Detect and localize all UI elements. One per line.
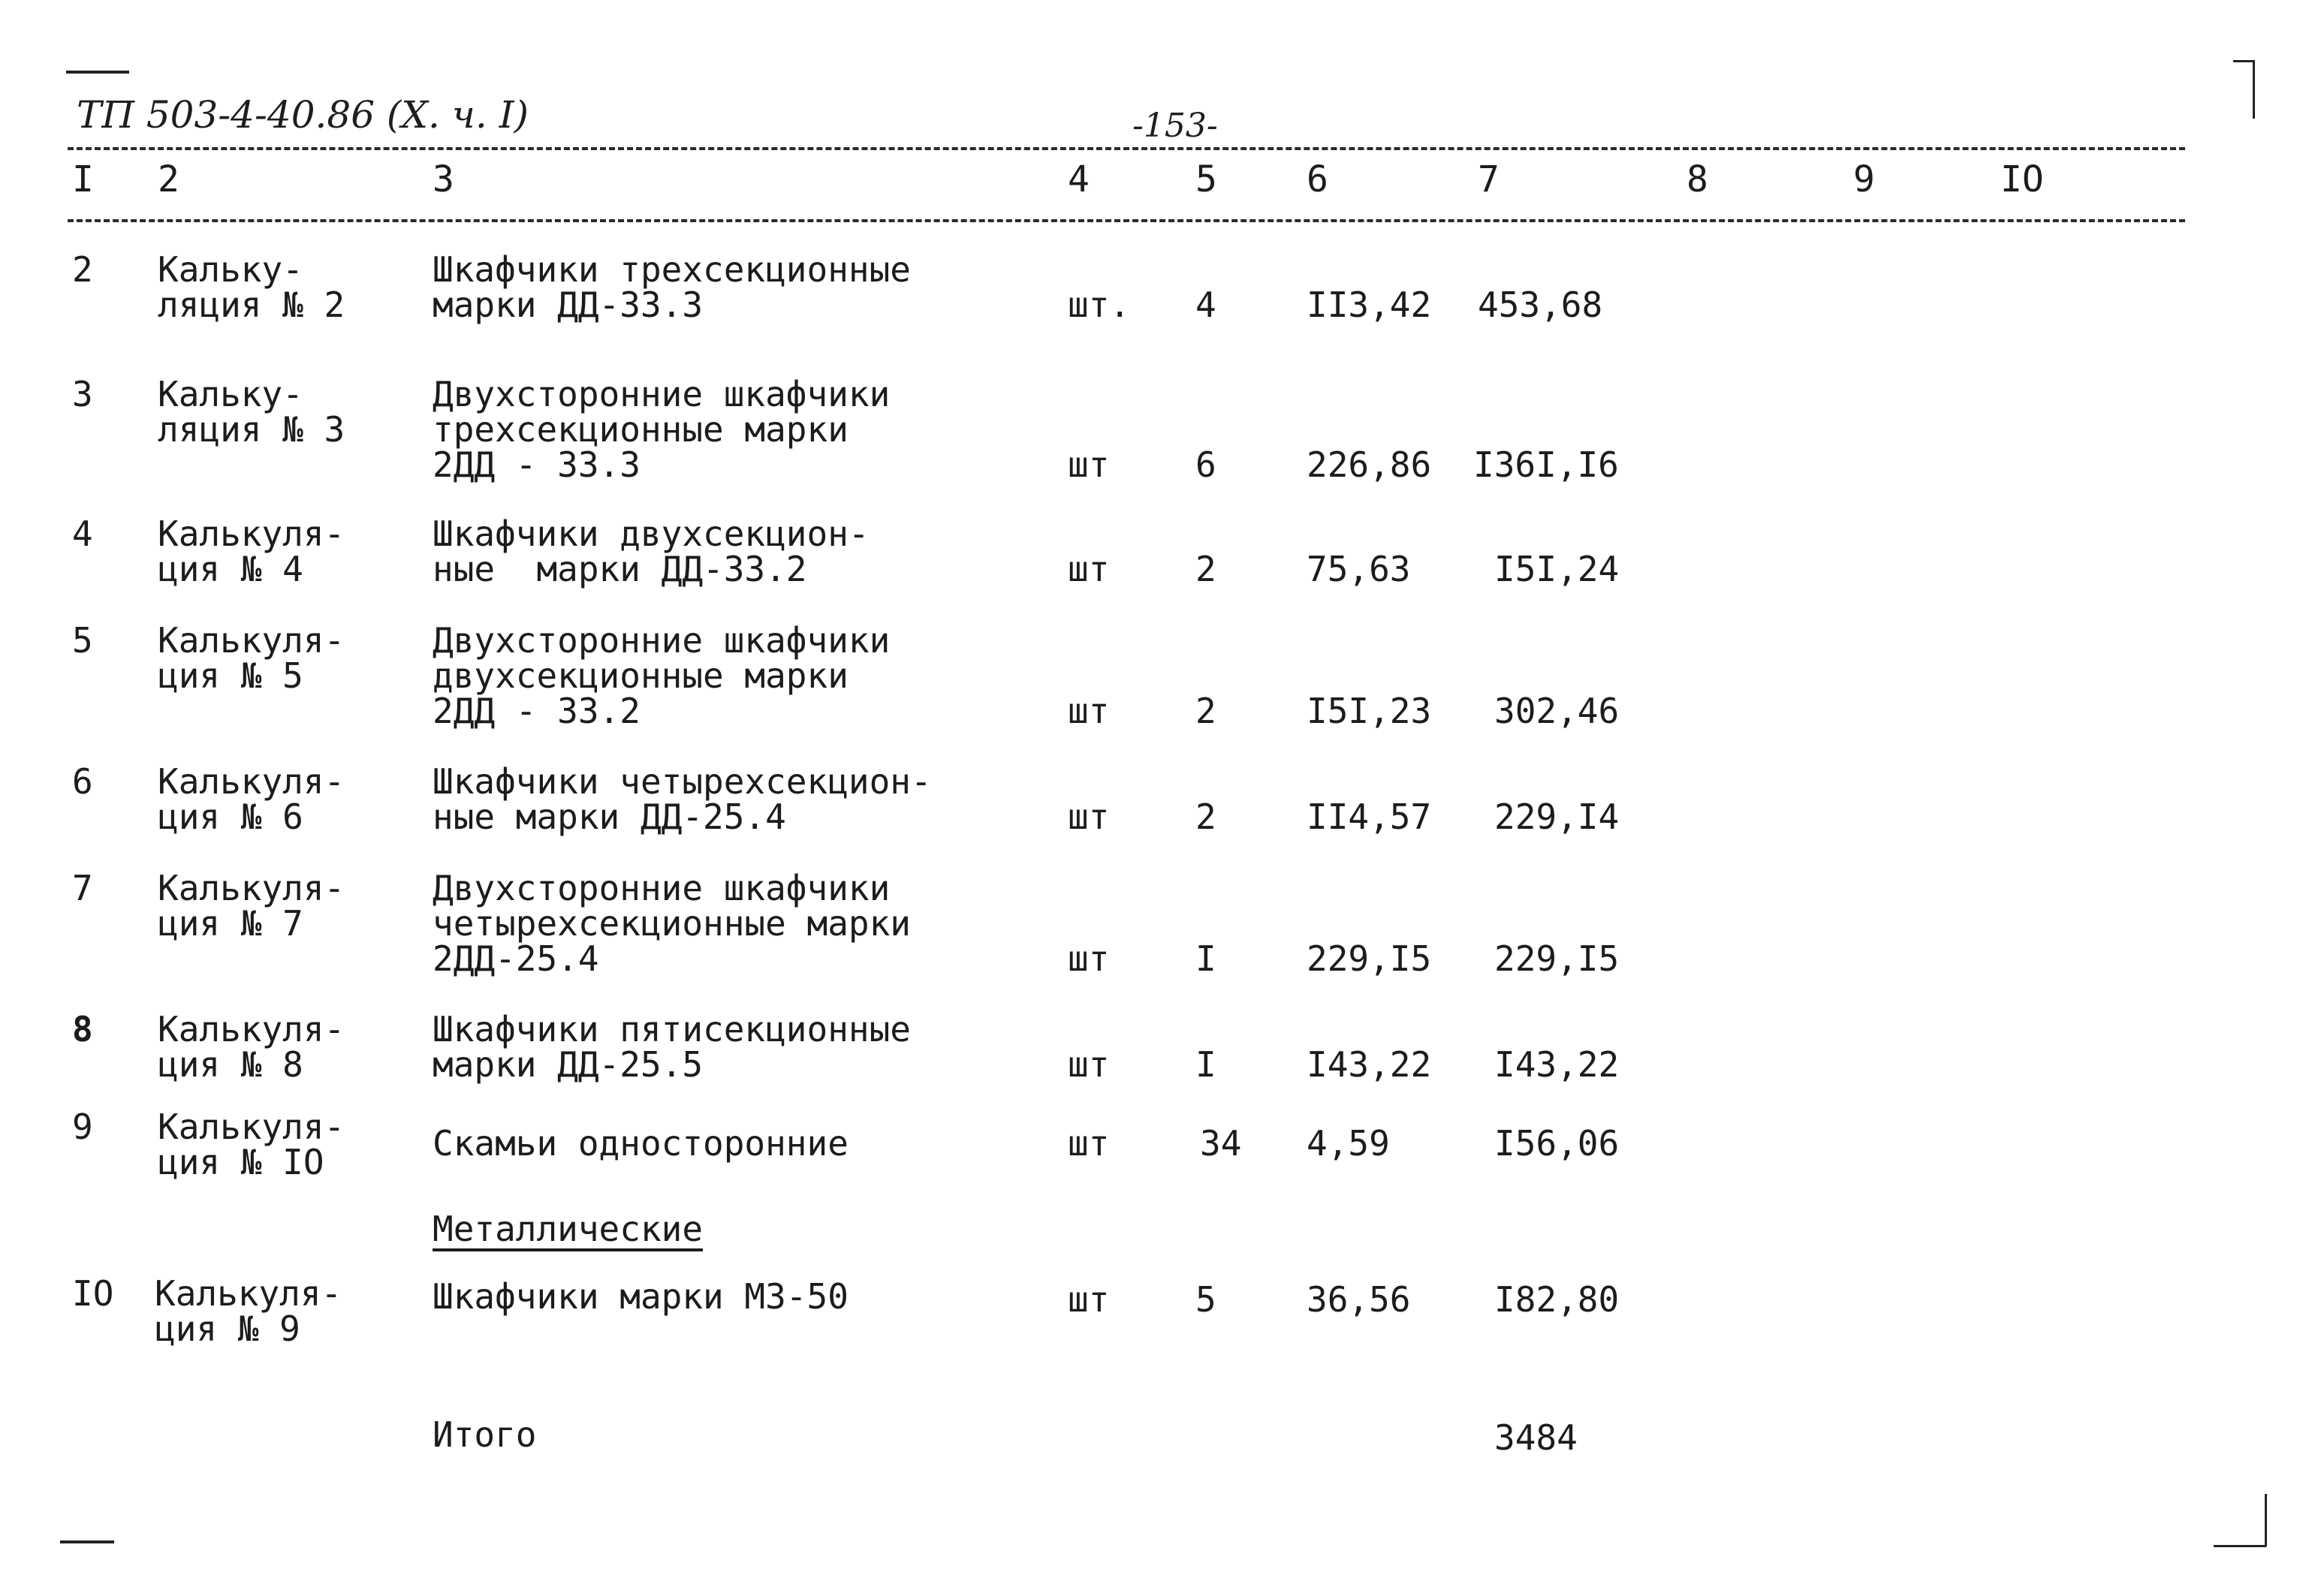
total-cost: I82,80	[1494, 1279, 1620, 1320]
unit-price: I43,22	[1307, 1044, 1432, 1085]
row-number: 4	[72, 513, 93, 554]
unit-price: 4,59	[1307, 1123, 1390, 1164]
unit: шт	[1068, 549, 1110, 589]
unit: шт	[1068, 1123, 1110, 1164]
column-header-7: 7	[1478, 158, 1500, 200]
calculation-ref: Кальку-	[158, 249, 303, 290]
item-name: Двухсторонние шкафчики	[433, 374, 891, 414]
document-id: ТП 503-4-40.86 (Х. ч. I)	[77, 93, 529, 137]
corner-mark-bottom-right-vertical	[2265, 1494, 2267, 1546]
row-number: 2	[72, 249, 93, 290]
total-cost: 453,68	[1478, 285, 1603, 325]
unit: шт	[1068, 691, 1110, 731]
column-header-5: 5	[1195, 158, 1217, 200]
quantity: 34	[1200, 1123, 1242, 1164]
unit: шт	[1068, 938, 1110, 979]
total-cost: I43,22	[1494, 1044, 1620, 1085]
quantity: I	[1195, 938, 1216, 979]
unit-price: 229,I5	[1307, 938, 1432, 979]
unit: шт	[1068, 1279, 1110, 1320]
total-value: 3484	[1494, 1417, 1578, 1458]
item-name: Двухсторонние шкафчики	[433, 868, 891, 908]
calculation-ref: Калькуля-	[158, 868, 345, 908]
calculation-ref: Калькуля-	[158, 761, 345, 802]
total-cost: I56,06	[1494, 1123, 1620, 1164]
column-header-4: 4	[1068, 158, 1090, 200]
item-name: четырехсекционные марки	[433, 903, 911, 944]
item-name: 2ДД - 33.3	[433, 444, 641, 485]
item-name: ные марки ДД-33.2	[433, 549, 807, 589]
calculation-ref: ция № 4	[158, 549, 303, 589]
row-number: 3	[72, 374, 93, 414]
calculation-ref: Калькуля-	[158, 1107, 345, 1147]
unit-price: 36,56	[1307, 1279, 1411, 1320]
column-header-8: 8	[1687, 158, 1708, 200]
quantity: 2	[1195, 691, 1216, 731]
item-name: 2ДД - 33.2	[433, 691, 641, 731]
quantity: 4	[1195, 285, 1216, 325]
corner-mark-top-right-horizontal	[2233, 60, 2254, 62]
calculation-ref: ция № IO	[158, 1142, 324, 1182]
unit: шт	[1068, 796, 1110, 837]
total-label: Итого	[433, 1414, 537, 1455]
item-name: Шкафчики двухсекцион-	[433, 513, 870, 554]
item-name: Шкафчики пятисекционные	[433, 1009, 911, 1049]
unit-price: II3,42	[1307, 285, 1432, 325]
calculation-ref: Калькуля-	[158, 513, 345, 554]
item-name: Шкафчики марки МЗ-50	[433, 1276, 849, 1317]
unit: шт.	[1068, 285, 1131, 325]
unit-price: 75,63	[1307, 549, 1411, 589]
header-rule-top	[68, 147, 2185, 150]
item-name: ные марки ДД-25.4	[433, 796, 786, 837]
column-header-9: 9	[1853, 158, 1875, 200]
row-number: 9	[72, 1107, 93, 1147]
row-number: 6	[72, 761, 93, 802]
calculation-ref: ция № 9	[155, 1308, 300, 1349]
total-cost: 302,46	[1494, 691, 1620, 731]
item-name: марки ДД-33.3	[433, 285, 704, 325]
row-number: 8	[72, 1009, 93, 1049]
item-name: Скамьи односторонние	[433, 1123, 849, 1164]
item-name: марки ДД-25.5	[433, 1044, 704, 1085]
row-number: 7	[72, 868, 93, 908]
item-name: двухсекционные марки	[433, 655, 849, 696]
row-number: IO	[72, 1273, 114, 1314]
corner-mark-bottom-left	[60, 1540, 114, 1543]
item-name: Шкафчики четырехсекцион-	[433, 761, 932, 802]
calculation-ref: ция № 6	[158, 796, 303, 837]
calculation-ref: Кальку-	[158, 374, 303, 414]
header-rule-bottom	[68, 219, 2185, 222]
unit: шт	[1068, 444, 1110, 485]
corner-mark-bottom-right-horizontal	[2214, 1545, 2266, 1547]
calculation-ref: ляция № 3	[158, 409, 345, 450]
item-name: 2ДД-25.4	[433, 938, 599, 979]
unit-price: 226,86	[1307, 444, 1432, 485]
quantity: 2	[1195, 796, 1216, 837]
column-header-10: IO	[2000, 158, 2044, 200]
calculation-ref: Калькуля-	[158, 1009, 345, 1049]
corner-mark-top-right-vertical	[2253, 60, 2255, 119]
quantity: I	[1195, 1044, 1216, 1085]
total-cost: I36I,I6	[1473, 444, 1619, 485]
quantity: 2	[1195, 549, 1216, 589]
calculation-ref: Калькуля-	[158, 620, 345, 661]
unit-price: I5I,23	[1307, 691, 1432, 731]
unit: шт	[1068, 1044, 1110, 1085]
corner-mark-top-left	[66, 71, 129, 74]
item-name: Двухсторонние шкафчики	[433, 620, 891, 661]
total-cost: I5I,24	[1494, 549, 1620, 589]
page-number: -153-	[1132, 107, 1218, 145]
column-header-6: 6	[1307, 158, 1328, 200]
calculation-ref: Калькуля-	[155, 1273, 342, 1314]
row-number: 5	[72, 620, 93, 661]
column-header-1: I	[72, 158, 94, 200]
item-name: Шкафчики трехсекционные	[433, 249, 911, 290]
column-header-2: 2	[158, 158, 179, 200]
calculation-ref: ция № 7	[158, 903, 303, 944]
total-cost: 229,I4	[1494, 796, 1620, 837]
calculation-ref: ция № 5	[158, 655, 303, 696]
item-name: трехсекционные марки	[433, 409, 849, 450]
calculation-ref: ляция № 2	[158, 285, 345, 325]
unit-price: II4,57	[1307, 796, 1432, 837]
section-heading: Металлические	[433, 1209, 704, 1249]
quantity: 5	[1195, 1279, 1216, 1320]
calculation-ref: ция № 8	[158, 1044, 303, 1085]
total-cost: 229,I5	[1494, 938, 1620, 979]
column-header-3: 3	[433, 158, 454, 200]
quantity: 6	[1195, 444, 1216, 485]
